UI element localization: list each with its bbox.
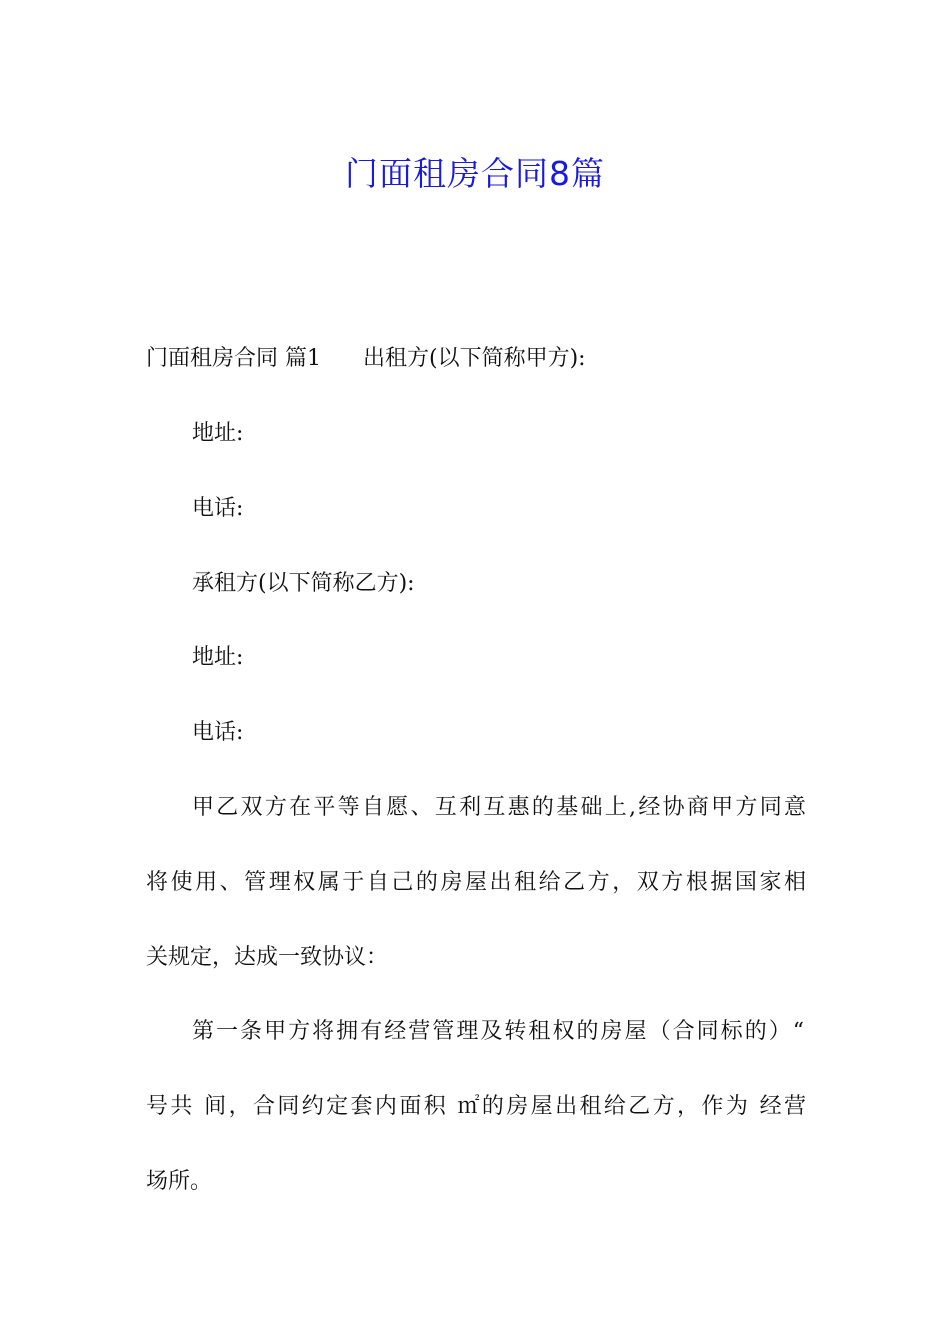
lessor-address-label: 地址:	[192, 421, 244, 446]
document-title: 门面租房合同8篇	[345, 154, 605, 194]
lessee-label: 承租方(以下简称乙方):	[192, 571, 415, 596]
section-heading: 门面租房合同 篇1	[146, 346, 321, 371]
paragraph-line: 甲乙双方在平等自愿、互利互惠的基础上,经协商甲方同意	[192, 795, 806, 820]
paragraph-line: 关规定，达成一致协议：	[146, 945, 389, 970]
article-1-line: 场所。	[146, 1169, 213, 1194]
contract-line-1	[146, 343, 810, 375]
lessor-label: 出租方(以下简称甲方):	[363, 346, 586, 371]
paragraph-line: 将使用、管理权属于自己的房屋出租给乙方，双方根据国家相	[146, 870, 806, 895]
article-1-line: 号共 间，合同约定套内面积 ㎡的房屋出租给乙方，作为 经营	[146, 1094, 806, 1119]
lessee-phone-label: 电话:	[192, 720, 244, 745]
lessee-address-label: 地址:	[192, 645, 244, 670]
article-1-line: 第一条甲方将拥有经营管理及转租权的房屋（合同标的）“	[192, 1019, 804, 1044]
lessor-phone-label: 电话:	[192, 496, 244, 521]
